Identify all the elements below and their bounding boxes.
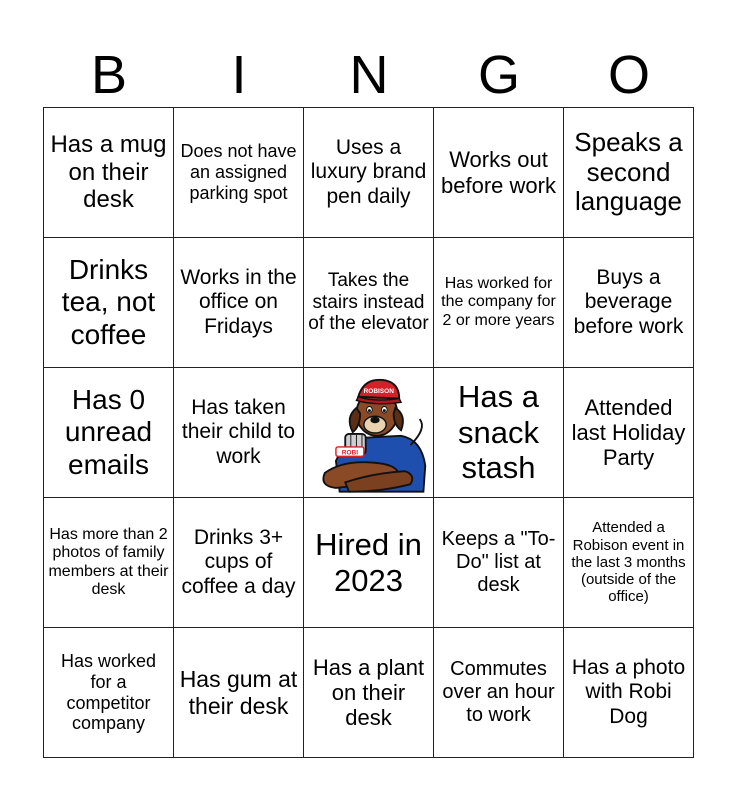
- bingo-cell[interactable]: Has 0 unread emails: [44, 368, 174, 498]
- bingo-cell[interactable]: Has a snack stash: [434, 368, 564, 498]
- cap-logo-text: ROBISON: [363, 387, 394, 395]
- header-letter-g: G: [477, 45, 520, 105]
- bingo-cell[interactable]: Hired in 2023: [304, 498, 434, 628]
- bingo-cell[interactable]: Works out before work: [434, 108, 564, 238]
- bingo-cell[interactable]: Has more than 2 photos of family members at their desk: [44, 498, 174, 628]
- bingo-cell[interactable]: Commutes over an hour to work: [434, 628, 564, 758]
- bingo-cell[interactable]: Keeps a "To-Do" list at desk: [434, 498, 564, 628]
- header-letter-b: B: [90, 45, 128, 105]
- bingo-cell[interactable]: Has taken their child to work: [174, 368, 304, 498]
- bingo-cell[interactable]: Works in the office on Fridays: [174, 238, 304, 368]
- bingo-cell[interactable]: Has worked for the company for 2 or more years: [434, 238, 564, 368]
- bingo-cell[interactable]: Has gum at their desk: [174, 628, 304, 758]
- bingo-board: [43, 107, 694, 758]
- bingo-cell[interactable]: Has worked for a competitor company: [44, 628, 174, 758]
- bingo-cell[interactable]: Drinks 3+ cups of coffee a day: [174, 498, 304, 628]
- header-letter-o: O: [607, 45, 650, 105]
- bingo-cell[interactable]: Takes the stairs instead of the elevator: [304, 238, 434, 368]
- bingo-cell[interactable]: Buys a beverage before work: [564, 238, 694, 368]
- header-letter-i: I: [231, 45, 247, 105]
- bingo-header: [44, 42, 694, 108]
- robi-dog-mascot-icon: [308, 369, 429, 497]
- bingo-cell[interactable]: Does not have an assigned parking spot: [174, 108, 304, 238]
- free-space[interactable]: [304, 368, 434, 498]
- header-letter-n: N: [349, 45, 389, 105]
- shirt-logo-text: ROBI: [341, 448, 359, 456]
- bingo-cell[interactable]: Has a photo with Robi Dog: [564, 628, 694, 758]
- bingo-cell[interactable]: Drinks tea, not coffee: [44, 238, 174, 368]
- bingo-cell[interactable]: Attended last Holiday Party: [564, 368, 694, 498]
- bingo-cell[interactable]: Attended a Robison event in the last 3 months (outside of the office): [564, 498, 694, 628]
- bingo-cell[interactable]: Has a mug on their desk: [44, 108, 174, 238]
- bingo-cell[interactable]: Uses a luxury brand pen daily: [304, 108, 434, 238]
- bingo-cell[interactable]: Has a plant on their desk: [304, 628, 434, 758]
- bingo-cell[interactable]: Speaks a second language: [564, 108, 694, 238]
